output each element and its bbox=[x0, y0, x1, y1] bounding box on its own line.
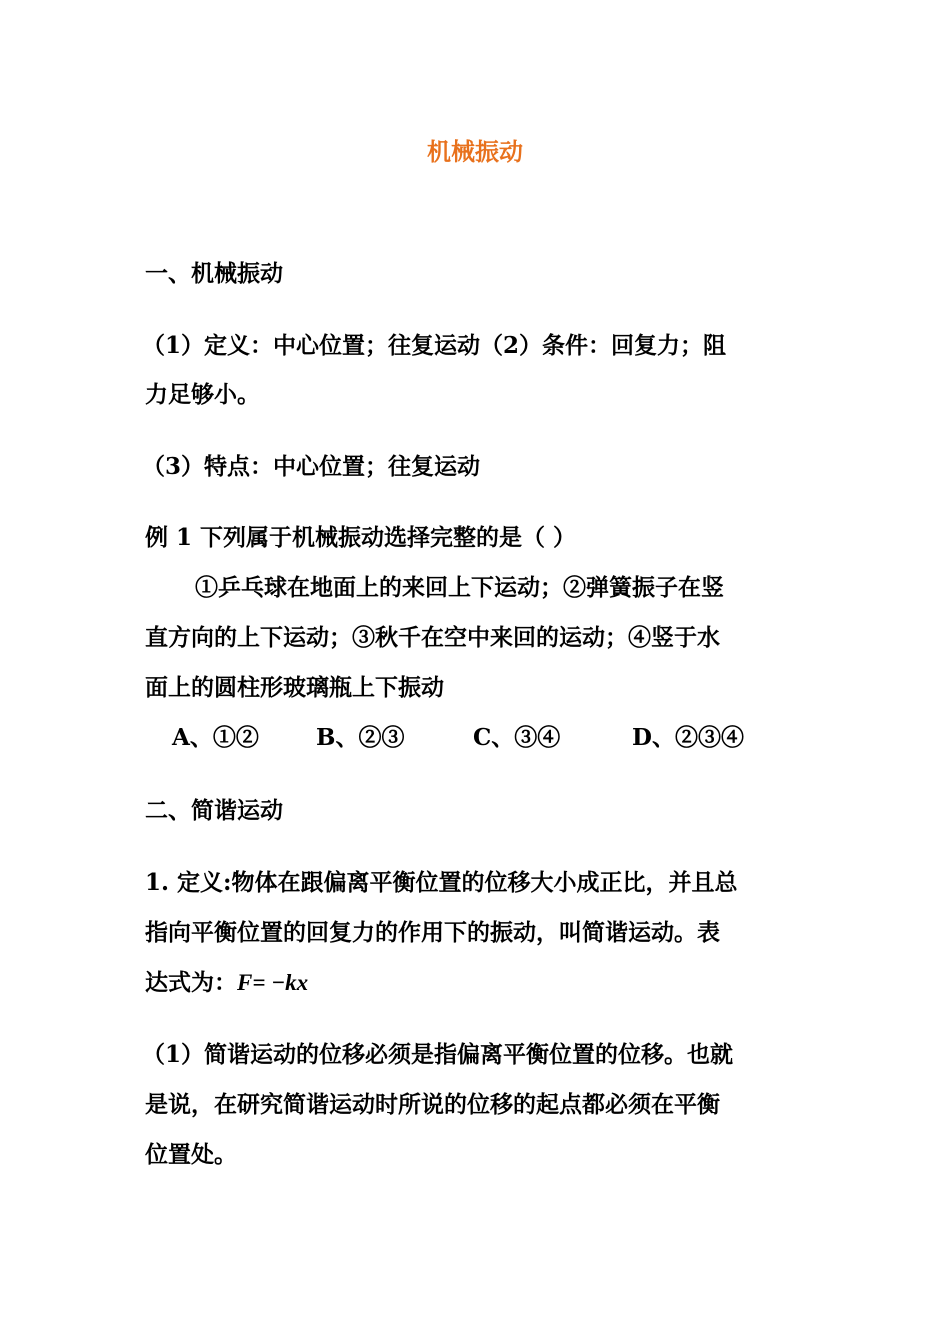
definition-line-2: 力足够小。 bbox=[145, 381, 260, 408]
note-line-2: 是说，在研究简谐运动时所说的位移的起点都必须在平衡 bbox=[145, 1091, 720, 1118]
formula: F= −kx bbox=[237, 970, 309, 995]
shm-definition-line-3 bbox=[145, 967, 308, 999]
option-b: B、②③ bbox=[316, 724, 405, 751]
section-heading-1: 一、机械振动 bbox=[145, 260, 283, 287]
shm-definition-line-2: 指向平衡位置的回复力的作用下的振动，叫简谐运动。表 bbox=[145, 919, 720, 946]
section-heading-2: 二、简谐运动 bbox=[145, 797, 283, 824]
option-c: C、③④ bbox=[473, 724, 561, 751]
note-line-3: 位置处。 bbox=[145, 1141, 237, 1168]
example-question: 例 1 下列属于机械振动选择完整的是（ ） bbox=[145, 524, 577, 551]
option-a: A、①② bbox=[172, 724, 259, 751]
example-line-3: 面上的圆柱形玻璃瓶上下振动 bbox=[145, 674, 444, 701]
formula-prefix: 达式为： bbox=[145, 969, 237, 996]
shm-definition-line-1: 1. 定义:物体在跟偏离平衡位置的位移大小成正比，并且总 bbox=[145, 869, 738, 896]
option-d: D、②③④ bbox=[632, 724, 744, 751]
feature-line: （3）特点：中心位置；往复运动 bbox=[142, 453, 481, 480]
page-title: 机械振动 bbox=[427, 137, 523, 166]
example-line-1: ①乒乓球在地面上的来回上下运动；②弹簧振子在竖 bbox=[195, 574, 724, 601]
note-line-1: （1）简谐运动的位移必须是指偏离平衡位置的位移。也就 bbox=[142, 1041, 734, 1068]
example-line-2: 直方向的上下运动；③秋千在空中来回的运动；④竖于水 bbox=[145, 624, 720, 651]
definition-line-1: （1）定义：中心位置；往复运动（2）条件：回复力；阻 bbox=[142, 332, 727, 359]
